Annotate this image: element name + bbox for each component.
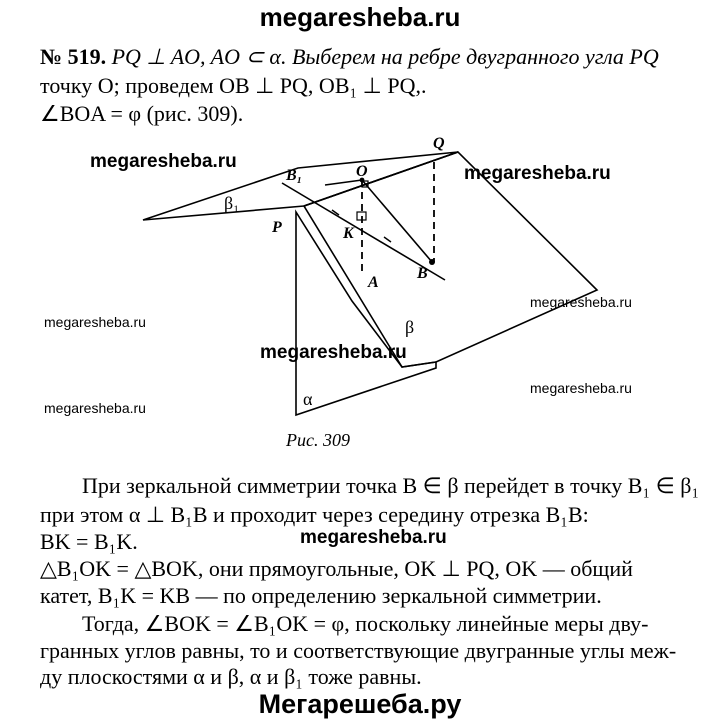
point-B xyxy=(429,259,435,265)
segment-OB1 xyxy=(325,180,362,185)
tick-mark-2 xyxy=(384,237,391,242)
segment-OB xyxy=(362,180,432,262)
label-P: P xyxy=(272,219,282,236)
figure-caption: Рис. 309 xyxy=(286,430,350,450)
watermark-3: megaresheba.ru xyxy=(260,342,407,363)
solution-line-5: катет, B₁K = KB — по определению зеркальной симметрии. xyxy=(40,583,602,608)
watermark-4: megaresheba.ru xyxy=(300,527,447,548)
header-site-title: megaresheba.ru xyxy=(259,2,461,32)
label-K: K xyxy=(343,225,354,242)
solution-line-4: △B₁OK = △BOK, они прямоугольные, OK ⊥ PQ, OK — общий xyxy=(40,556,633,581)
problem-text-1: PQ ⊥ AO, AO ⊂ α. Выберем на ребре двугранного угла PQ xyxy=(111,44,659,69)
problem-number: № 519. xyxy=(40,44,107,69)
watermark-7: megaresheba.ru xyxy=(530,380,632,396)
watermark-6: megaresheba.ru xyxy=(530,294,632,310)
watermark-8: megaresheba.ru xyxy=(44,400,146,416)
label-O: O xyxy=(356,163,368,180)
solution-line-2: при этом α ⊥ B₁B и проходит через середину отрезка B₁B: xyxy=(40,502,589,527)
label-B1: B₁ xyxy=(286,167,303,184)
solution-line-6: Тогда, ∠BOK = ∠B₁OK = φ, поскольку линейные меры дву- xyxy=(82,611,649,636)
watermark-2: megaresheba.ru xyxy=(464,163,611,184)
problem-line-3: ∠BOA = φ (рис. 309). xyxy=(40,101,244,126)
solution-line-7: гранных углов равны, то и соответствующие двугранные углы меж- xyxy=(40,638,677,663)
label-beta1: β₁ xyxy=(224,193,240,213)
label-B: B xyxy=(417,265,428,282)
footer-site-title: Мегарешеба.ру xyxy=(258,689,462,719)
solution-line-3: BK = B₁K. xyxy=(40,529,138,554)
label-A: A xyxy=(368,274,379,291)
problem-line-2: точку O; проведем OB ⊥ PQ, OB₁ ⊥ PQ,. xyxy=(40,73,427,98)
solution-line-8: ду плоскостями α и β, α и β₁ тоже равны. xyxy=(40,664,422,689)
watermark-1: megaresheba.ru xyxy=(90,151,237,172)
solution-line-1: При зеркальной симметрии точка B ∈ β перейдет в точку B₁ ∈ β₁ xyxy=(82,473,700,498)
label-Q: Q xyxy=(433,135,445,152)
watermark-5: megaresheba.ru xyxy=(44,314,146,330)
label-alpha: α xyxy=(303,389,313,409)
label-beta: β xyxy=(405,317,415,337)
